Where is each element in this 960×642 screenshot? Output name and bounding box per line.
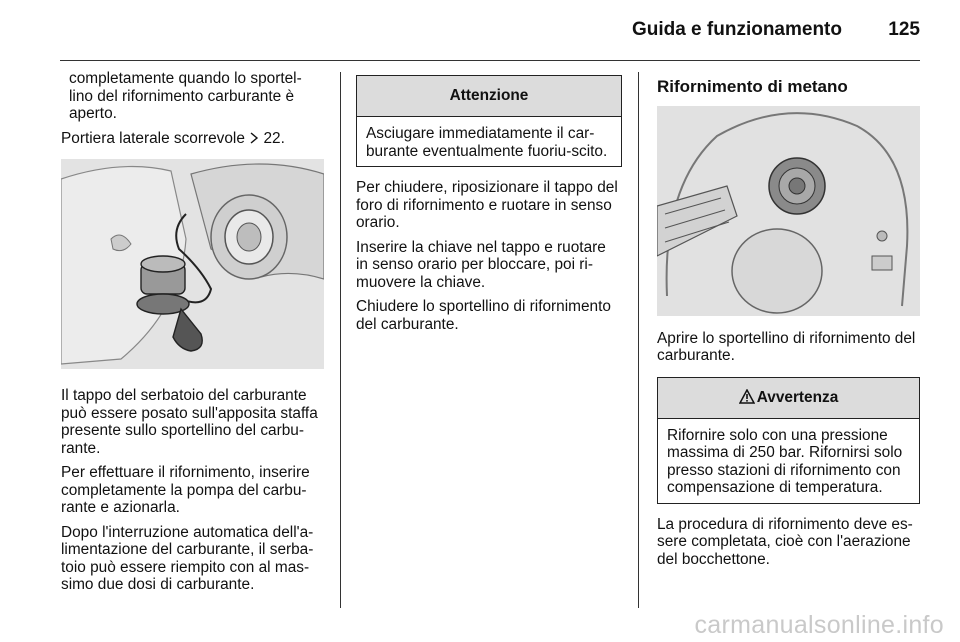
notice-body: Asciugare immediatamente il car-burante eventualmente fuoriu-scito. (366, 125, 608, 160)
paragraph: La procedura di rifornimento deve es-sere completata, cioè con l'aerazione del bocchettone. (657, 515, 913, 568)
column-1 (61, 70, 324, 601)
warning-title-text: Avvertenza (756, 388, 839, 406)
page-reference-icon (249, 130, 259, 147)
notice-title: Attenzione (357, 76, 621, 117)
column-2 (356, 75, 622, 340)
section-title: Guida e funzionamento (631, 19, 842, 40)
warning-body: Rifornire solo con una pressione massima di 250 bar. Rifornirsi solo presso stazioni di rifornimento con compensazione di temperatura. (667, 426, 903, 496)
page-header (60, 0, 920, 61)
warning-box (657, 377, 920, 504)
paragraph: Inserire la chiave nel tappo e ruotare in senso orario per bloccare, poi ri-muovere la chiave. (356, 238, 606, 291)
column-divider (340, 72, 341, 608)
paragraph-sliding-door (61, 130, 324, 148)
warning-title (658, 378, 919, 419)
paragraph: Aprire lo sportellino di rifornimento del carburante. (657, 329, 916, 364)
paragraph: Il tappo del serbatoio del carburante può essere posato sull'apposita staffa presente sullo sportellino del carbu-rante. (61, 387, 318, 457)
paragraph: Per chiudere, riposizionare il tappo del foro di rifornimento e ruotare in senso orario. (356, 179, 618, 231)
page-reference[interactable]: 22. (259, 129, 285, 147)
paragraph: Dopo l'interruzione automatica dell'a-limentazione del carburante, il serba-toio può essere riempito con al mas-simo due dosi di carburante. (61, 523, 314, 593)
paragraph-text: Portiera laterale scorrevole (61, 129, 250, 147)
paragraph: completamente quando lo sportel-lino del rifornimento carburante è aperto. (69, 70, 302, 122)
page-number: 125 (888, 19, 920, 40)
warning-triangle-icon (739, 389, 755, 406)
section-heading: Rifornimento di metano (657, 77, 848, 96)
watermark: carmanualsonline.info (694, 611, 944, 639)
fuel-cap-illustration (61, 159, 324, 369)
paragraph: Chiudere lo sportellino di rifornimento del carburante. (356, 298, 611, 333)
paragraph: Per effettuare il rifornimento, inserire completamente la pompa del carbu-rante e azionarla. (61, 464, 310, 516)
column-3 (657, 78, 920, 575)
column-divider (638, 72, 639, 608)
cng-filler-illustration (657, 106, 920, 316)
notice-box (356, 75, 622, 167)
